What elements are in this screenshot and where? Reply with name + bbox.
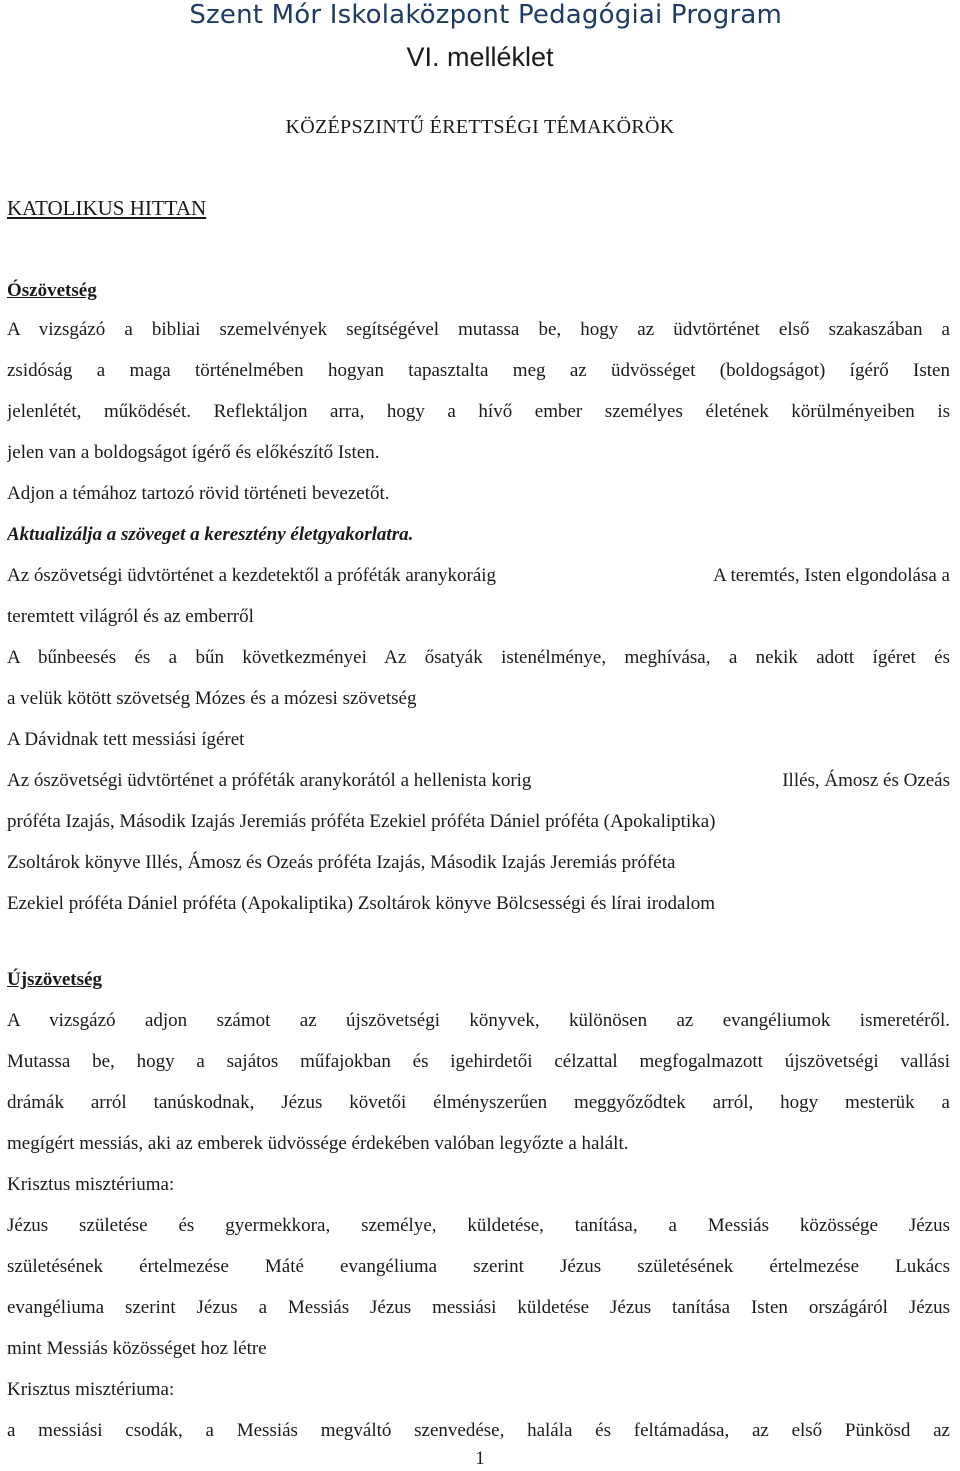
ot-topic-cont: teremtett világról és az emberről	[7, 606, 254, 627]
nt-intro-line: Mutassa be, hogy a sajátos műfajokban és igehirdetői célzattal megfogalmazott újszövetségi vallási	[7, 1051, 950, 1072]
new-testament-heading: Újszövetség	[7, 969, 102, 990]
new-testament-section	[7, 1000, 950, 1451]
nt-mystery-line: a messiási csodák, a Messiás megváltó szenvedése, halála és feltámadása, az első Pünkösd az	[7, 1420, 950, 1441]
header-title: Szent Mór Iskolaközpont Pedagógiai Program	[189, 0, 782, 30]
ot-topic-line: Zsoltárok könyve Illés, Ámosz és Ozeás próféta Izajás, Második Izajás Jeremiás próféta	[7, 852, 676, 873]
ot-topic-line: a velük kötött szövetség Mózes és a mózesi szövetség	[7, 688, 417, 709]
ot-intro-line: jelen van a boldogságot ígérő és előkészítő Isten.	[7, 442, 380, 463]
nt-mystery-line: mint Messiás közösséget hoz létre	[7, 1338, 267, 1359]
nt-mystery-label: Krisztus misztériuma:	[7, 1379, 175, 1400]
ot-topic-line: Ezekiel próféta Dániel próféta (Apokaliptika) Zsoltárok könyve Bölcsességi és lírai irodalom	[7, 893, 716, 914]
ot-topic-line: próféta Izajás, Második Izajás Jeremiás próféta Ezekiel próféta Dániel próféta (Apokaliptika)	[7, 811, 716, 832]
ot-topic-line: A bűnbeesés és a bűn következményei Az ősatyák istenélménye, meghívása, a nekik adott ígéret és	[7, 647, 950, 668]
ot-instruction: Adjon a témához tartozó rövid történeti bevezetőt.	[7, 483, 390, 504]
ot-topic-left: Az ószövetségi üdvtörténet a kezdetektől a próféták aranykoráig	[7, 565, 497, 586]
nt-intro-line: drámák arról tanúskodnak, Jézus követői élményszerűen meggyőződtek arról, hogy mesterük a	[7, 1092, 950, 1113]
nt-intro-line: megígért messiás, aki az emberek üdvössége érdekében valóban legyőzte a halált.	[7, 1133, 629, 1154]
subject-heading: KATOLIKUS HITTAN	[7, 196, 207, 220]
ot-topic-right: Illés, Ámosz és Ozeás	[782, 770, 950, 791]
old-testament-heading: Ószövetség	[7, 280, 97, 301]
ot-topic-left: Az ószövetségi üdvtörténet a próféták aranykorától a hellenista korig	[7, 770, 532, 791]
ot-topic-line: A Dávidnak tett messiási ígéret	[7, 729, 245, 750]
nt-mystery-label: Krisztus misztériuma:	[7, 1174, 175, 1195]
nt-mystery-line: születésének értelmezése Máté evangéliuma szerint Jézus születésének értelmezése Lukács	[7, 1256, 950, 1277]
ot-intro-line: A vizsgázó a bibliai szemelvények segítségével mutassa be, hogy az üdvtörténet első szakaszában a	[7, 319, 950, 340]
old-testament-section	[7, 309, 950, 924]
nt-mystery-line: Jézus születése és gyermekkora, személye, küldetése, tanítása, a Messiás közössége Jézus	[7, 1215, 950, 1236]
ot-emphasis: Aktualizálja a szöveget a keresztény életgyakorlatra.	[7, 524, 414, 545]
nt-intro-line: A vizsgázó adjon számot az újszövetségi könyvek, különösen az evangéliumok ismeretéről.	[7, 1010, 950, 1031]
annex-label: VI. melléklet	[406, 42, 554, 72]
ot-intro-line: zsidóság a maga történelmében hogyan tapasztalta meg az üdvösséget (boldogságot) ígérő Isten	[7, 360, 950, 381]
ot-topic-row	[7, 760, 950, 801]
ot-intro-line: jelenlétét, működését. Reflektáljon arra, hogy a hívő ember személyes életének körülményeiben is	[7, 401, 950, 422]
ot-topic-row	[7, 555, 950, 596]
main-title: KÖZÉPSZINTŰ ÉRETTSÉGI TÉMAKÖRÖK	[285, 116, 675, 138]
page-number: 1	[475, 1448, 485, 1469]
nt-mystery-line: evangéliuma szerint Jézus a Messiás Jézus messiási küldetése Jézus tanítása Isten országáról Jézus	[7, 1297, 950, 1318]
ot-topic-right: A teremtés, Isten elgondolása a	[713, 565, 950, 586]
